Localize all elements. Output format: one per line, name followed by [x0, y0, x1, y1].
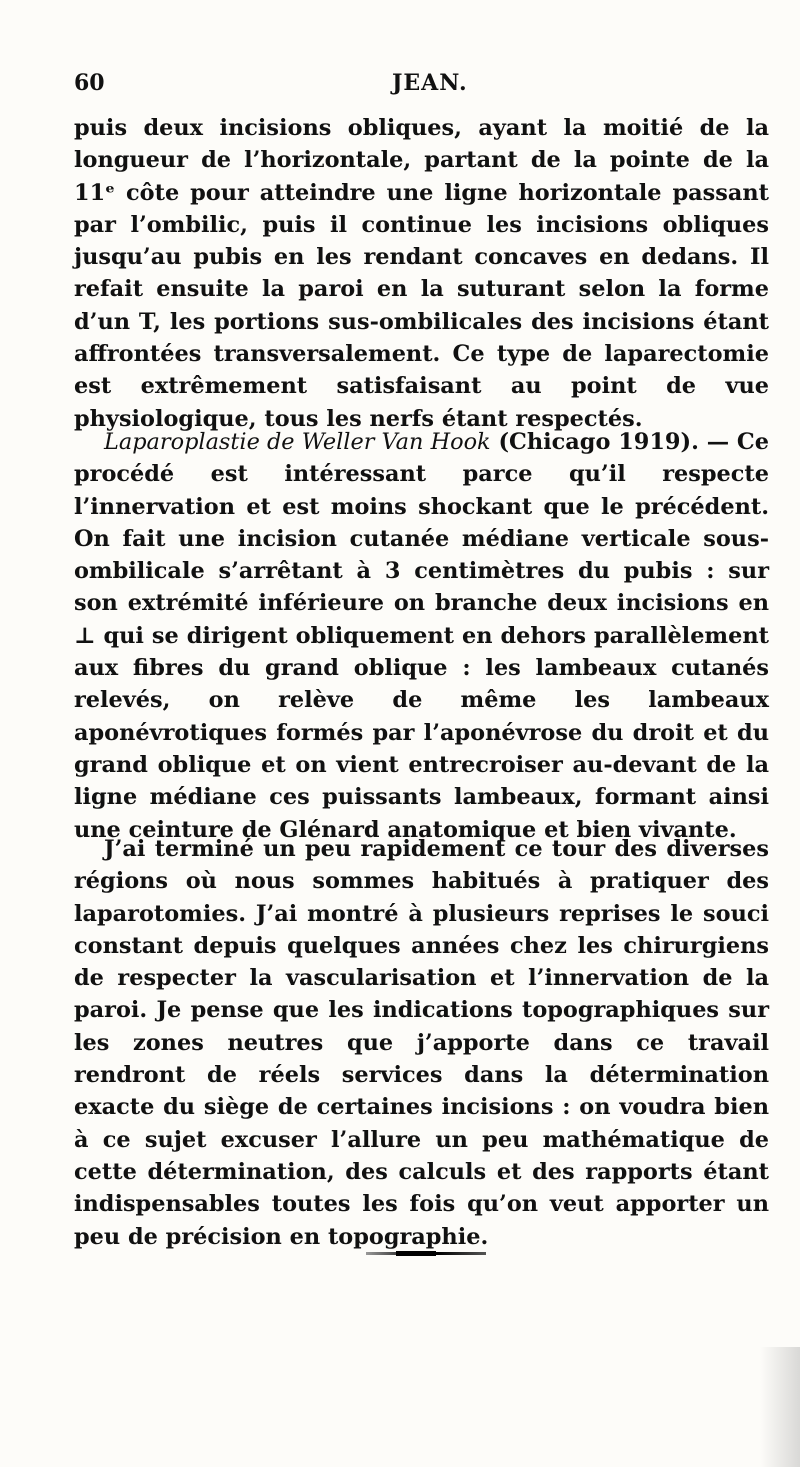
end-ornament-rule: [366, 1252, 486, 1255]
scan-artifact: [760, 1347, 800, 1467]
page-header: [74, 70, 774, 102]
paragraph-1: puis deux incisions obliques, ayant la moitié de la longueur de l’horizontale, partant de la pointe de la 11ᵉ côte pour atteindre une ligne horizontale passant par l’ombilic, puis il continue les incisions obliques jusqu’au pubis en les rendant concaves en dedans. Il refait ensuite la paroi en la suturant selon la forme d’un T, les portions sus-ombilicales des incisions étant affrontées transversalement. Ce type de laparectomie est extrêmement satisfaisant au point de vue physiologique, tous les nerfs étant respectés.: [74, 115, 769, 432]
page-number: 60: [74, 70, 105, 96]
paragraph-2: [74, 426, 769, 846]
paragraph-3: J’ai terminé un peu rapidement ce tour des diverses régions où nous sommes habitués à pratiquer des laparotomies. J’ai montré à plusieurs reprises le souci constant depuis quelques années chez les chirurgiens de respecter la vascularisation et l’innervation de la paroi. Je pense que les indications topographiques sur les zones neutres que j’apporte dans ce travail rendront de réels services dans la détermination exacte du siège de certaines incisions : on voudra bien à ce sujet excuser l’allure un peu mathématique de cette détermination, des calculs et des rapports étant indispensables toutes les fois qu’on veut apporter un peu de précision en topographie.: [74, 836, 769, 1250]
procedure-title: Laparoplastie de Weller Van Hook: [104, 429, 491, 455]
running-head: JEAN.: [392, 70, 468, 96]
paragraph-2-body: (Chicago 1919). — Ce procédé est intéressant parce qu’il respecte l’innervation et est moins shockant que le précédent. On fait une incision cutanée médiane verticale sous-ombilicale s’arrêtant à 3 centimètres du pubis : sur son extrémité inférieure on branche deux incisions en ⊥ qui se dirigent obliquement en dehors parallèlement aux fibres du grand oblique : les lambeaux cutanés relevés, on relève de même les lambeaux aponévrotiques formés par l’aponévrose du droit et du grand oblique et on vient entrecroiser au-devant de la ligne médiane ces puissants lambeaux, formant ainsi une ceinture de Glénard anatomique et bien vivante.: [74, 429, 769, 843]
